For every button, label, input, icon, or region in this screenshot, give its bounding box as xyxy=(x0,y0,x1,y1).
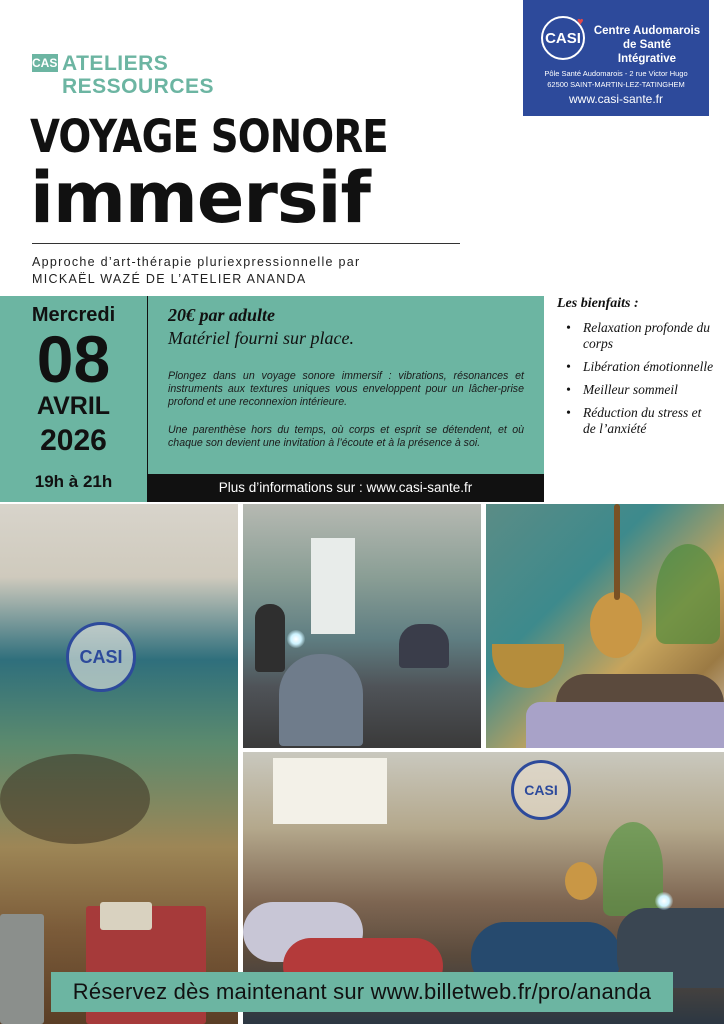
series-heading xyxy=(32,52,214,98)
heart-icon: ♥ xyxy=(577,16,584,28)
organization-name-line-1: Centre Audomarois xyxy=(593,25,701,37)
subtitle-line-1: Approche d’art-thérapie pluriexpressionnelle par xyxy=(32,255,361,269)
glow-lamp xyxy=(287,630,305,648)
casi-logo-box xyxy=(523,0,709,116)
more-info-link[interactable]: Plus d’informations sur : www.casi-sante.fr xyxy=(147,474,544,502)
organization-name-line-2: de Santé Intégrative xyxy=(617,39,677,65)
participant-silhouette xyxy=(279,654,363,746)
casi-logo-icon: CASI xyxy=(541,16,585,60)
photo-session-participants xyxy=(243,504,481,748)
event-weekday: Mercredi xyxy=(31,304,116,326)
casi-wall-logo: CASI xyxy=(66,622,136,692)
event-price: 20€ par adulte xyxy=(168,305,276,325)
benefit-item: • Libération émotionnelle xyxy=(566,359,716,375)
description-paragraph-2: Une parenthèse hors du temps, où corps et esprit se détendent, et où chaque son devient une invitation à l’écoute et à la présence à soi. xyxy=(168,424,524,449)
room-window xyxy=(273,758,387,824)
address-line-1: Pôle Santé Audomarois - 2 rue Victor Hugo xyxy=(544,69,688,78)
room-window xyxy=(311,538,355,634)
participant-silhouette xyxy=(255,604,285,672)
title-line-1: VOYAGE SONORE xyxy=(30,110,388,163)
series-title xyxy=(62,52,214,98)
title-divider xyxy=(32,243,460,244)
kora-neck xyxy=(614,504,620,600)
benefit-item: • Relaxation profonde du corps xyxy=(566,320,716,352)
subtitle-line-2: MICKAËL WAZÉ DE L’ATELIER ANANDA xyxy=(32,272,307,286)
event-month: AVRIL xyxy=(36,392,111,420)
benefits-title: Les bienfaits : xyxy=(557,296,639,311)
reserve-banner[interactable]: Réservez dès maintenant sur www.billetweb.fr/pro/ananda xyxy=(51,972,673,1012)
yoga-mat-grey xyxy=(0,914,44,1024)
plant xyxy=(603,822,663,916)
plant xyxy=(656,544,720,644)
benefits-list xyxy=(566,320,716,444)
subtitle xyxy=(32,254,361,288)
benefit-item: • Réduction du stress et de l’anxiété xyxy=(566,405,716,437)
organization-name xyxy=(593,24,701,66)
instruments-area xyxy=(0,754,150,844)
event-time: 19h à 21h xyxy=(34,472,113,491)
glow-lamp xyxy=(655,892,673,910)
casi-badge: CASI xyxy=(32,56,61,70)
organization-website: www.casi-sante.fr xyxy=(568,92,664,106)
singing-bowl xyxy=(492,644,564,688)
event-day: 08 xyxy=(36,322,111,396)
series-line-1: ATELIERS xyxy=(62,52,169,75)
band-divider xyxy=(147,296,148,474)
series-line-2: RESSOURCES xyxy=(62,75,215,98)
benefit-item: • Meilleur sommeil xyxy=(566,382,716,398)
event-date-block xyxy=(0,296,147,502)
kora-instrument xyxy=(565,862,597,900)
casi-wall-logo: CASI xyxy=(511,760,571,820)
photo-instruments xyxy=(486,504,724,748)
organization-address xyxy=(529,68,703,90)
participant-silhouette xyxy=(399,624,449,668)
title-line-2: immersif xyxy=(30,157,370,239)
photo-room-casi-wall xyxy=(0,504,238,1024)
description-paragraph-1: Plongez dans un voyage sonore immersif : vibrations, résonances et instruments aux textures uniques vous enveloppent pour un lâcher-prise profond et une reconnexion intérieure. xyxy=(168,370,524,408)
address-line-2: 62500 SAINT-MARTIN-LEZ-TATINGHEM xyxy=(547,80,685,89)
kora-instrument xyxy=(590,592,642,658)
cushion xyxy=(100,902,152,930)
blanket xyxy=(526,702,724,748)
event-material: Matériel fourni sur place. xyxy=(168,328,354,348)
event-year: 2026 xyxy=(40,424,107,457)
